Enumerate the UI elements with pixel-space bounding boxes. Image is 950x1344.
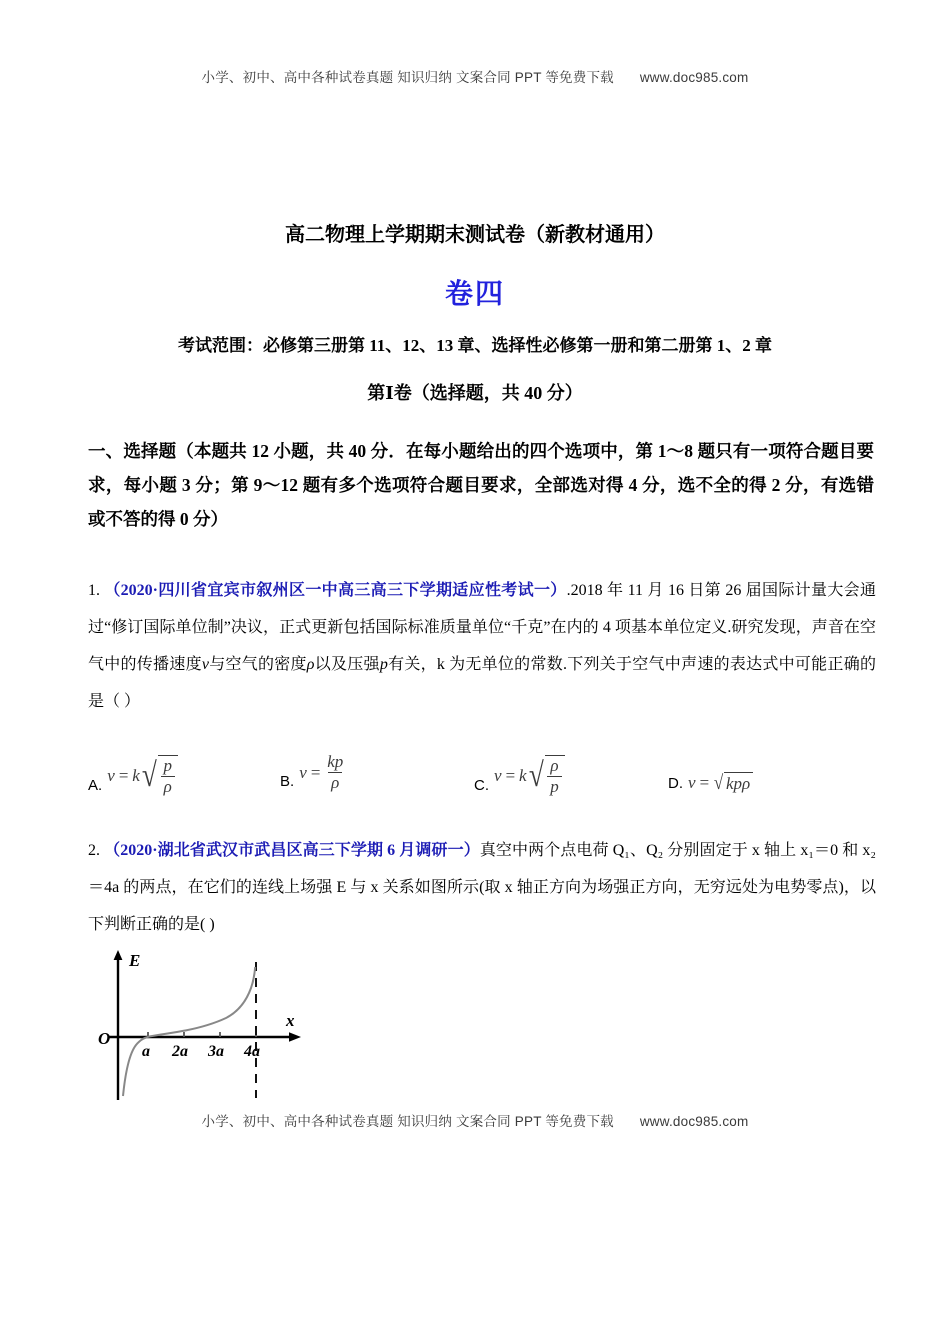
option-c-fraction: [547, 757, 562, 796]
option-c-coefficient: k: [519, 765, 527, 785]
option-a-letter: A.: [88, 777, 103, 794]
option-a-expression: [107, 755, 178, 796]
question-1-source: （2020·四川省宜宾市叙州区一中高三高三下学期适应性考试一）: [104, 582, 567, 599]
question-2-source: （2020·湖北省武汉市武昌区高三下学期 6 月调研一）: [104, 842, 480, 859]
option-d-lhs: v: [688, 773, 696, 792]
question-1-body-part3: 以及压强: [314, 656, 380, 673]
option-c-letter: C.: [474, 777, 489, 794]
option-b-lhs: v: [299, 762, 307, 782]
question-1-body-part2: 与空气的密度: [208, 656, 307, 673]
option-c-lhs: v: [494, 765, 502, 785]
question-2: [88, 832, 876, 943]
option-c-numerator: ρ: [550, 756, 559, 776]
radical-icon: √: [713, 772, 724, 794]
x-tick-label-4a: 4a: [244, 1043, 260, 1060]
option-b-denominator: ρ: [328, 772, 342, 792]
option-c-equals: =: [504, 765, 517, 785]
option-a-equals: =: [117, 765, 130, 785]
option-d[interactable]: [668, 772, 753, 794]
header-watermark-text: 小学、初中、高中各种试卷真题 知识归纳 文案合同 PPT 等免费下载: [201, 70, 614, 85]
question-1-var-rho: ρ: [306, 656, 315, 673]
question-2-number: 2.: [88, 842, 100, 859]
option-a[interactable]: [88, 755, 178, 796]
document-title: 高二物理上学期期末测试卷（新教材通用）: [285, 224, 665, 246]
option-d-radicand: kpρ: [724, 772, 753, 794]
exam-scope: 考试范围：必修第三册第 11、12、13 章、选择性必修第一册和第二册第 1、2 章: [177, 336, 773, 355]
section-instructions: 一、选择题（本题共 12 小题，共 40 分．在每小题给出的四个选项中，第 1～8 题只有一项符合题目要求，每小题 3 分；第 9～12 题有多个选项符合题目要求，全部选对得 4 分，选不全的得 2 分，有选错或不答的得 0 分）: [88, 441, 874, 529]
option-c-denominator: p: [547, 776, 562, 796]
question-2-body: 真空中两个点电荷 Q₁、Q₂ 分别固定于 x 轴上 x₁＝0 和 x₂＝4a 的两点，在它们的连线上场强 E 与 x 关系如图所示(取 x 轴正方向为场强正方向，无穷远处为电势零点)，以下判断正确的是( ): [88, 842, 876, 933]
footer-watermark-text: 小学、初中、高中各种试卷真题 知识归纳 文案合同 PPT 等免费下载: [201, 1114, 614, 1129]
header-watermark: [0, 66, 950, 86]
option-d-sqrt: [713, 772, 753, 794]
question-1-body-part4: 有关，k 为无单位的常数.下列关于空气中声速的表达式中可能正确的是（ ）: [88, 656, 876, 710]
question-1-body-part1: .2018 年 11 月 16 日第 26 届国际计量大会通过“修订国际单位制”决议，正式更新包括国际标准质量单位“千克”在内的 4 项基本单位定义.研究发现，声音在空气中的传播速度: [88, 582, 876, 673]
paper-name: 卷四: [444, 279, 505, 310]
e-x-graph-svg: [96, 948, 371, 1108]
option-b-expression: [299, 753, 346, 792]
option-a-fraction: [160, 757, 175, 796]
question-1-var-p: p: [379, 656, 388, 673]
volume-heading: 第Ⅰ卷（选择题，共 40 分）: [367, 383, 583, 403]
question-1-options: [88, 736, 878, 800]
option-b-letter: B.: [280, 773, 295, 790]
y-axis-label: E: [129, 951, 141, 970]
option-a-lhs: v: [107, 765, 115, 785]
footer-watermark: [0, 1110, 950, 1130]
question-1-var-v: v: [201, 656, 209, 673]
option-b-equals: =: [309, 762, 322, 782]
option-a-sqrt: [140, 755, 178, 796]
x-tick-label-3a: 3a: [208, 1043, 224, 1060]
footer-watermark-url: www.doc985.com: [639, 1114, 749, 1129]
option-d-letter: D.: [668, 775, 683, 792]
option-b-numerator: kp: [327, 752, 344, 772]
option-c-sqrt: [527, 755, 565, 796]
option-b-fraction: [324, 753, 346, 792]
option-d-equals: =: [698, 773, 711, 792]
header-watermark-url: www.doc985.com: [639, 70, 749, 85]
y-axis-arrow: [114, 950, 123, 960]
x-tick-label-2a: 2a: [172, 1043, 188, 1060]
radical-icon: √: [141, 756, 157, 794]
e-x-curve: [123, 967, 255, 1096]
option-a-coefficient: k: [132, 765, 140, 785]
option-c[interactable]: [474, 755, 565, 796]
origin-label: O: [98, 1029, 111, 1048]
x-axis-label: x: [286, 1011, 295, 1030]
question-1-number: 1.: [88, 582, 100, 599]
radical-icon: √: [528, 756, 544, 794]
option-a-denominator: ρ: [161, 776, 175, 796]
figure-e-x-graph: [96, 948, 371, 1108]
x-tick-label-a: a: [142, 1043, 150, 1060]
option-b[interactable]: [280, 753, 346, 792]
option-c-expression: [494, 755, 565, 796]
x-axis-arrow: [289, 1032, 301, 1042]
option-a-numerator: p: [163, 756, 172, 776]
option-d-expression: [688, 772, 753, 794]
question-1: [88, 572, 876, 720]
